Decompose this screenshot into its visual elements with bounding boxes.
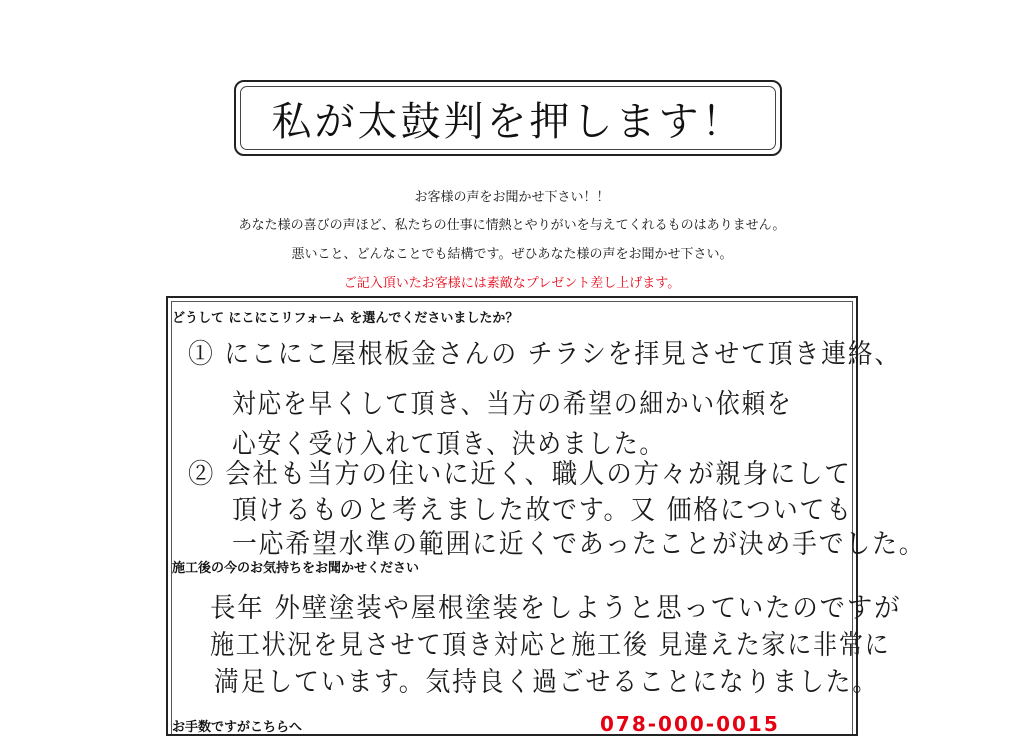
answer-2-line-2: 施工状況を見させて頂き対応と施工後 見違えた家に非常に	[210, 630, 891, 661]
intro-line-3: 悪いこと、どんなことでも結構です。ぜひあなた様の声をお聞かせ下さい。	[291, 247, 733, 262]
page-title: 私が太鼓判を押します！	[271, 98, 745, 145]
answer-1-line-1: ① にこにこ屋根板金さんの チラシを拝見させて頂き連絡、	[188, 339, 902, 370]
title-box	[234, 80, 782, 156]
intro-line-1: お客様の声をお聞かせ下さい！！	[414, 190, 610, 205]
question-1: どうして にこにこリフォーム を選んでくださいましたか？	[172, 311, 519, 326]
answer-1-line-4: ② 会社も当方の住いに近く、職人の方々が親身にして	[188, 459, 852, 490]
answer-1-line-2: 対応を早くして頂き、当方の希望の細かい依頼を	[232, 389, 793, 420]
answer-1-line-6: 一応希望水準の範囲に近くであったことが決め手でした。	[232, 529, 926, 560]
phone-number: 078-000-0015	[600, 712, 780, 736]
answer-1-line-3: 心安く受け入れて頂き、決めました。	[232, 429, 665, 460]
footer-note: お手数ですがこちらへ	[172, 720, 303, 735]
question-2: 施工後の今のお気持ちをお聞かせください	[172, 561, 420, 576]
answer-2-line-3: 満足しています。気持良く過ごせることになりました。	[214, 667, 880, 698]
answer-1-line-5: 頂けるものと考えました故です。又 価格についても	[232, 495, 853, 526]
intro-line-2: あなた様の喜びの声ほど、私たちの仕事に情熱とやりがいを与えてくれるものはありません。	[238, 218, 786, 233]
present-notice: ご記入頂いたお客様には素敵なプレゼント差し上げます。	[343, 276, 681, 291]
answer-2-line-1: 長年 外壁塗装や屋根塗装をしようと思っていたのですが	[210, 593, 902, 624]
